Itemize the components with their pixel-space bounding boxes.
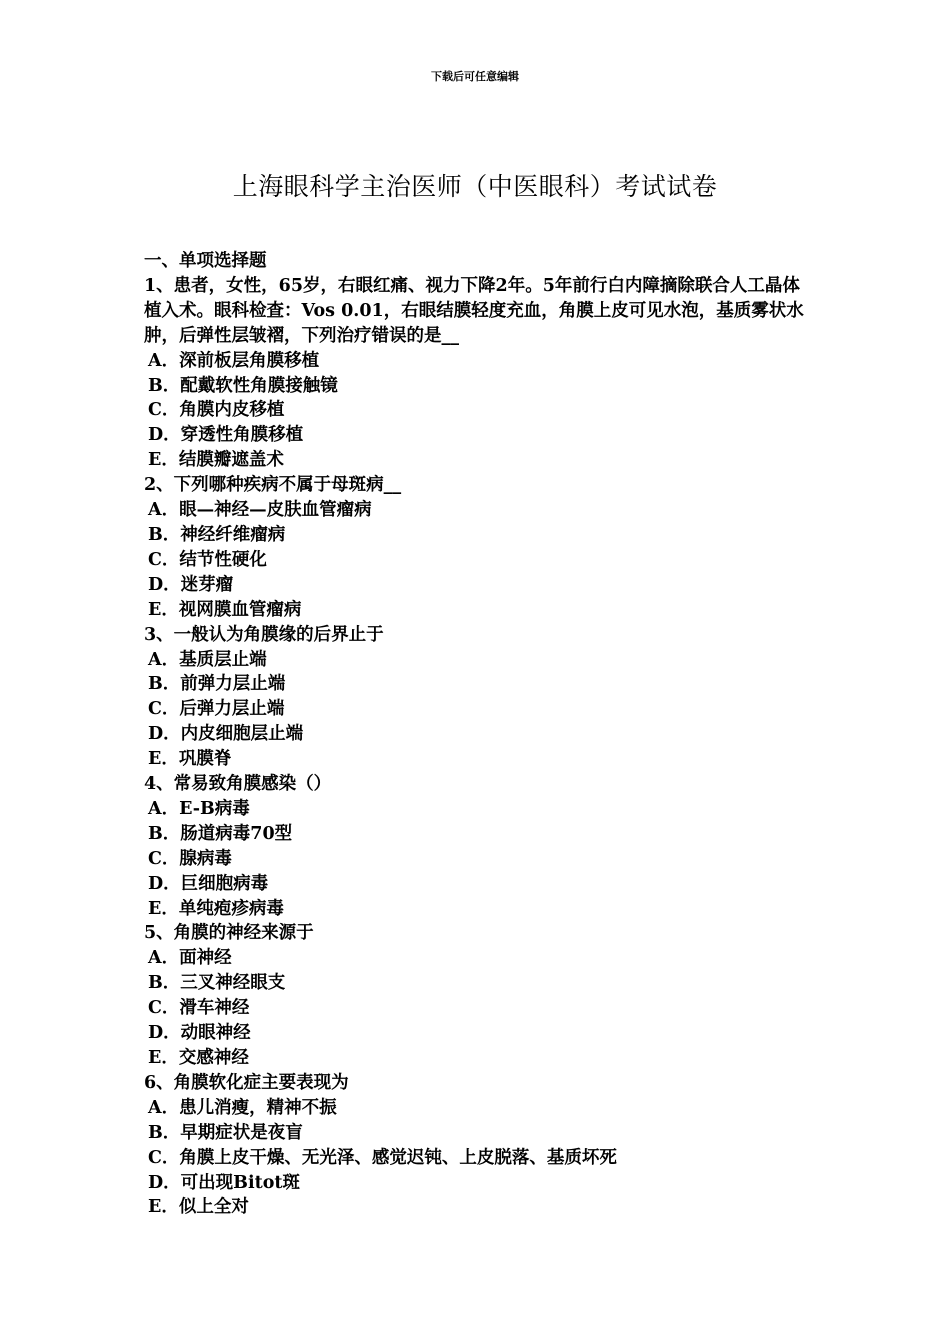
page-header: 下载后可任意编辑 — [431, 70, 519, 83]
option-b: B．肠道病毒70型 — [148, 823, 293, 844]
option-b: B．前弹力层止端 — [148, 674, 286, 695]
question-4 — [144, 772, 809, 921]
question-6 — [144, 1071, 809, 1220]
option-d: D．内皮细胞层止端 — [148, 724, 304, 745]
option-c: C．结节性硬化 — [148, 549, 267, 570]
exam-content — [144, 249, 809, 1220]
option-a: A．深前板层角膜移植 — [148, 350, 320, 371]
option-d: D．可出现Bitot斑 — [148, 1172, 300, 1193]
question-text: 2、下列哪种疾病不属于母斑病__ — [144, 475, 402, 496]
document-title: 上海眼科学主治医师（中医眼科）考试试卷 — [232, 171, 718, 201]
option-d: D．迷芽瘤 — [148, 574, 234, 595]
question-text: 6、角膜软化症主要表现为 — [144, 1072, 349, 1093]
question-text: 3、一般认为角膜缘的后界止于 — [144, 624, 384, 645]
option-d: D．动眼神经 — [148, 1023, 251, 1044]
question-1 — [144, 274, 809, 473]
option-e: E．似上全对 — [148, 1197, 249, 1218]
option-a: A．患儿消瘦，精神不振 — [148, 1097, 337, 1118]
option-c: C．角膜内皮移植 — [148, 400, 285, 421]
option-d: D．穿透性角膜移植 — [148, 425, 304, 446]
option-b: B．配戴软性角膜接触镜 — [148, 375, 338, 396]
question-text: 4、常易致角膜感染（） — [144, 774, 332, 795]
question-2 — [144, 473, 809, 622]
question-text: 5、角膜的神经来源于 — [144, 923, 314, 944]
option-a: A．眼—神经—皮肤血管瘤病 — [148, 500, 372, 521]
option-e: E．单纯疱疹病毒 — [148, 898, 284, 919]
question-5 — [144, 921, 809, 1070]
option-a: A．面神经 — [148, 948, 232, 969]
option-a: A．E-B病毒 — [148, 798, 250, 819]
option-b: B．早期症状是夜盲 — [148, 1122, 303, 1143]
option-d: D．巨细胞病毒 — [148, 873, 269, 894]
option-b: B．三叉神经眼支 — [148, 973, 286, 994]
option-c: C．滑车神经 — [148, 998, 250, 1019]
option-e: E．结膜瓣遮盖术 — [148, 450, 284, 471]
option-e: E．视网膜血管瘤病 — [148, 599, 302, 620]
option-e: E．交感神经 — [148, 1048, 249, 1068]
question-text: 1、患者，女性，65岁，右眼红痛、视力下降2年。5年前行白内障摘除联合人工晶体植入术。眼科检查：Vos 0.01，右眼结膜轻度充血，角膜上皮可见水泡，基质雾状水肿，后弹性层皱褶，下列治疗错误的是__ — [144, 275, 804, 346]
option-e: E．巩膜脊 — [148, 749, 232, 770]
option-c: C．角膜上皮干燥、无光泽、感觉迟钝、上皮脱落、基质坏死 — [148, 1147, 617, 1168]
question-3 — [144, 623, 809, 772]
option-c: C．腺病毒 — [148, 848, 232, 869]
option-b: B．神经纤维瘤病 — [148, 524, 286, 545]
section-heading: 一、单项选择题 — [144, 251, 267, 271]
option-a: A．基质层止端 — [148, 649, 267, 670]
option-c: C．后弹力层止端 — [148, 699, 285, 720]
